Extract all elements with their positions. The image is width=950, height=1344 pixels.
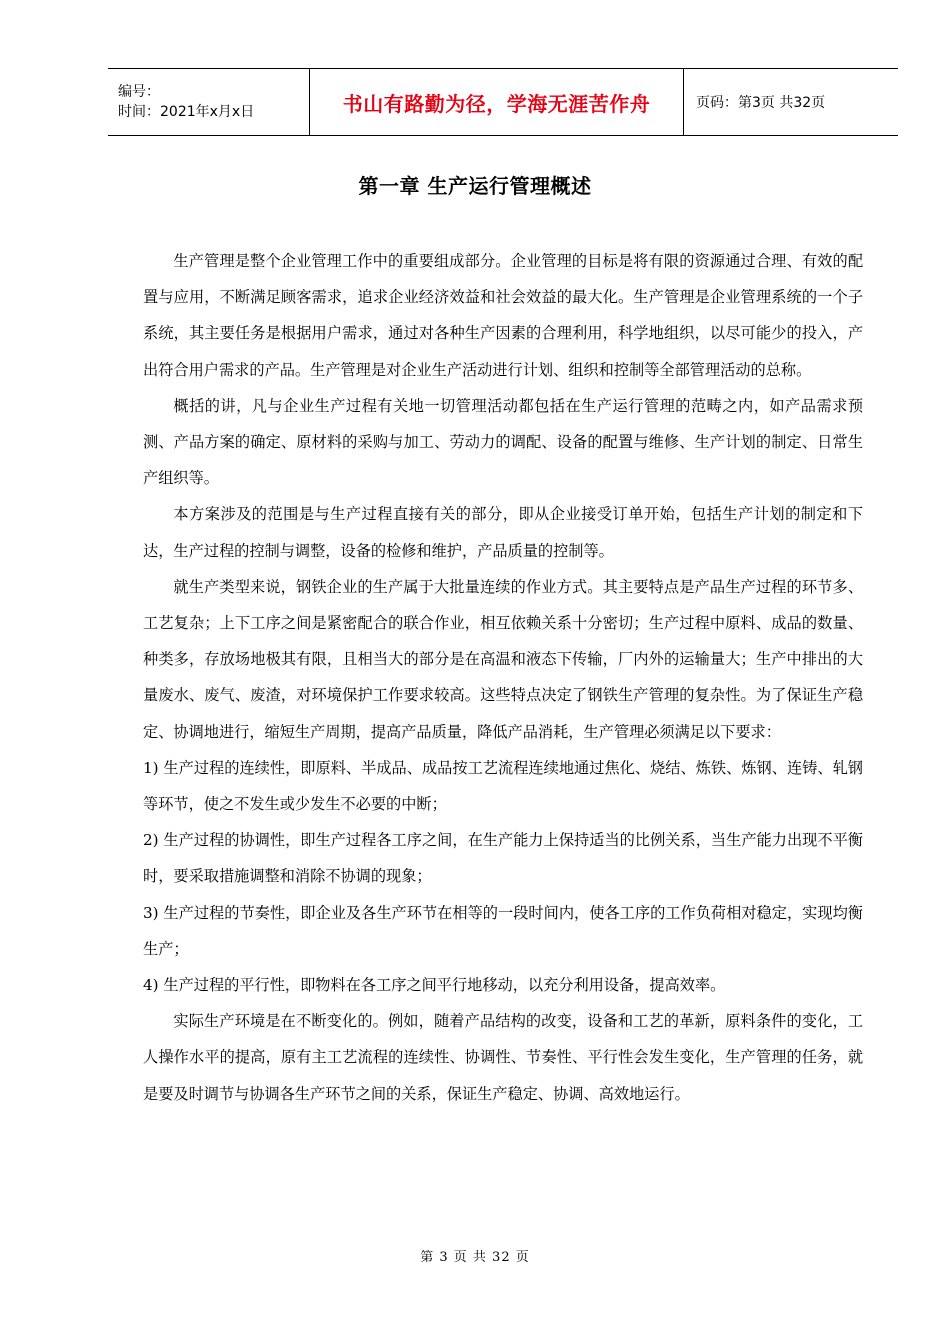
body-text <box>143 243 863 1112</box>
paragraph: 实际生产环境是在不断变化的。例如，随着产品结构的改变，设备和工艺的革新，原料条件的变化，工人操作水平的提高，原有主工艺流程的连续性、协调性、节奏性、平行性会发生变化，生产管理的任务，就是要及时调节与协调各生产环节之间的关系，保证生产稳定、协调、高效地运行。 <box>143 1012 863 1103</box>
page-footer: 第 3 页 共 32 页 <box>420 1250 530 1265</box>
header-meta-cell <box>108 69 310 135</box>
paragraph: 本方案涉及的范围是与生产过程直接有关的部分，即从企业接受订单开始，包括生产计划的制定和下达，生产过程的控制与调整，设备的检修和维护，产品质量的控制等。 <box>143 505 863 560</box>
chapter-title: 第一章 生产运行管理概述 <box>358 174 592 198</box>
header-page-cell <box>684 69 898 135</box>
header-motto: 书山有路勤为径，学海无涯苦作舟 <box>342 91 651 116</box>
document-time-label: 时间：2021年x月x日 <box>118 104 255 120</box>
requirement-item: 3) 生产过程的节奏性，即企业及各生产环节在相等的一段时间内，使各工序的工作负荷相对稳定，实现均衡生产； <box>143 903 863 958</box>
header-motto-cell <box>310 69 684 135</box>
paragraph: 概括的讲，凡与企业生产过程有关地一切管理活动都包括在生产运行管理的范畴之内，如产品需求预测、产品方案的确定、原材料的采购与加工、劳动力的调配、设备的配置与维修、生产计划的制定、日常生产组织等。 <box>143 396 863 488</box>
paragraph: 就生产类型来说，钢铁企业的生产属于大批量连续的作业方式。其主要特点是产品生产过程的环节多、工艺复杂；上下工序之间是紧密配合的联合作业，相互依赖关系十分密切；生产过程中原料、成品的数量、种类多，存放场地极其有限，且相当大的部分是在高温和液态下传输，厂内外的运输量大；生产中排出的大量废水、废气、废渣，对环境保护工作要求较高。这些特点决定了钢铁生产管理的复杂性。为了保证生产稳定、协调地进行，缩短生产周期，提高产品质量，降低产品消耗，生产管理必须满足以下要求： <box>143 577 863 741</box>
requirement-item: 1) 生产过程的连续性，即原料、半成品、成品按工艺流程连续地通过焦化、烧结、炼铁、炼钢、连铸、轧钢等环节，使之不发生或少发生不必要的中断； <box>143 758 863 814</box>
page-header <box>108 68 898 136</box>
requirement-item: 2) 生产过程的协调性，即生产过程各工序之间，在生产能力上保持适当的比例关系，当生产能力出现不平衡时，要采取措施调整和消除不协调的现象； <box>143 831 863 886</box>
requirement-item: 4) 生产过程的平行性，即物料在各工序之间平行地移动，以充分利用设备，提高效率。 <box>143 976 726 995</box>
document-number-label: 编号： <box>118 84 160 100</box>
header-page-info: 页码：第3页 共32页 <box>696 95 826 111</box>
paragraph: 生产管理是整个企业管理工作中的重要组成部分。企业管理的目标是将有限的资源通过合理、有效的配置与应用，不断满足顾客需求，追求企业经济效益和社会效益的最大化。生产管理是企业管理系统的一个子系统，其主要任务是根据用户需求，通过对各种生产因素的合理利用，科学地组织，以尽可能少的投入，产出符合用户需求的产品。生产管理是对企业生产活动进行计划、组织和控制等全部管理活动的总称。 <box>143 252 863 379</box>
